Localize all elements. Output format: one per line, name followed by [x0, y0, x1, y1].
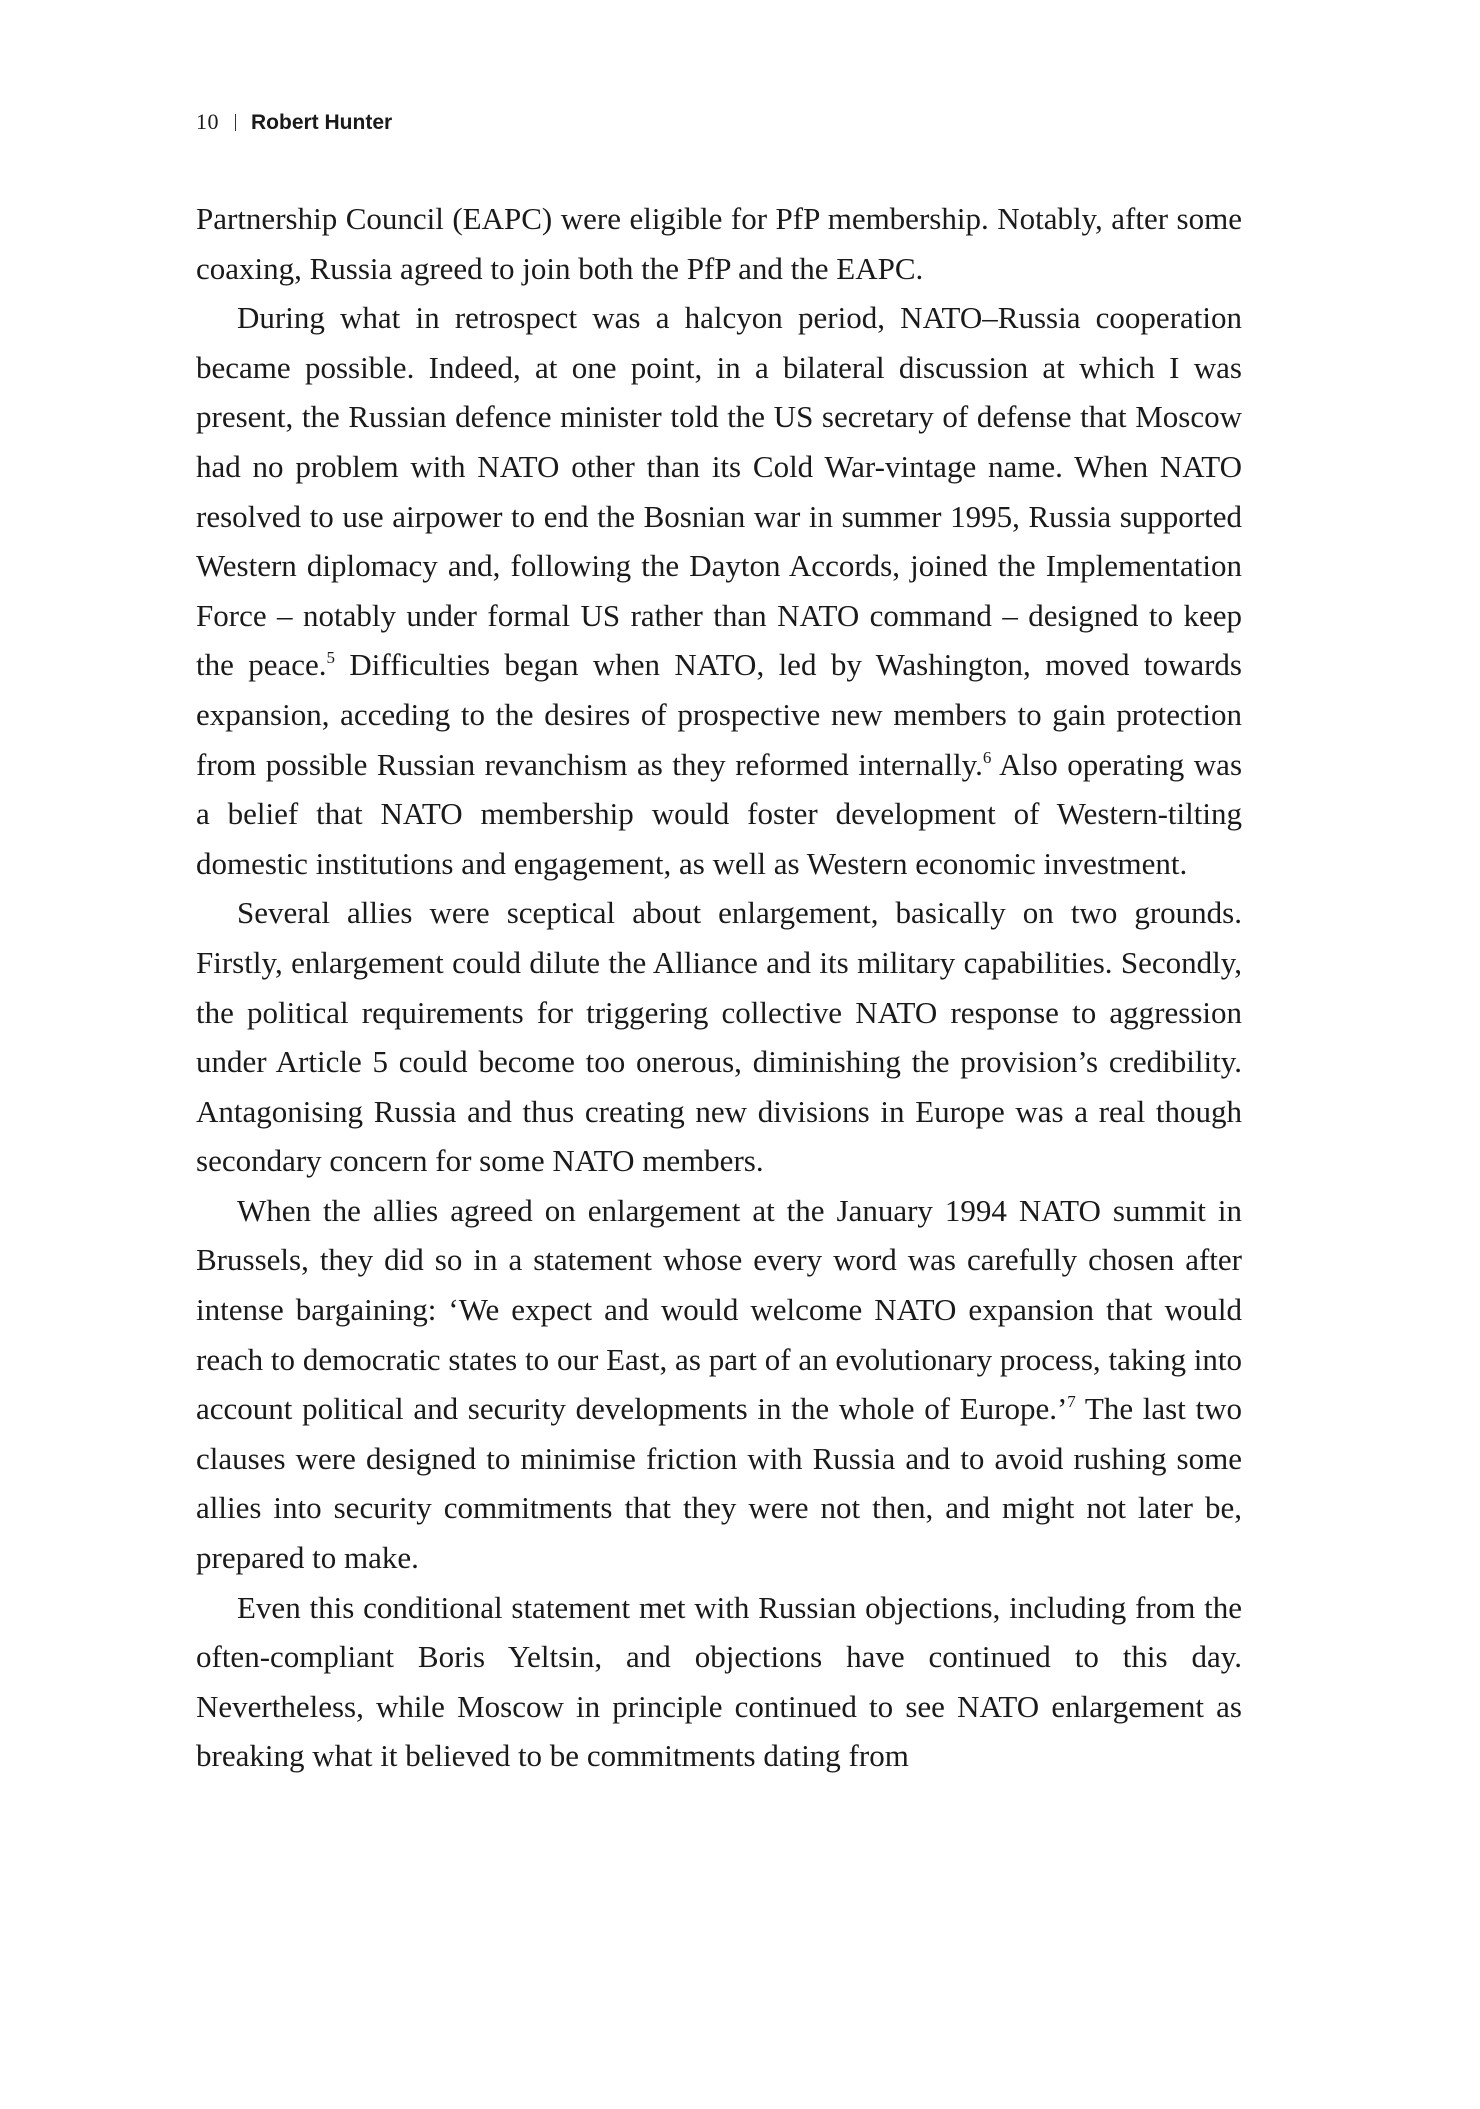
running-head: [196, 107, 392, 137]
page-number: 10: [196, 109, 219, 134]
paragraph-text: When the allies agreed on enlargement at the January 1994 NATO summit in Brussels, they did so in a statement whose every word was carefully chosen after intense bargaining: ‘We expect and would welcome NATO expansion that would reach to democratic states to our East, as part of an evolutionary process, taking into account political and security developments in the whole of Europe.’: [196, 1192, 1242, 1427]
footnote-marker: 6: [982, 747, 992, 767]
paragraph-text: Also operating was a belief that NATO membership would foster development of Western-tilting domestic institutions and engagement, as well as Western economic investment.: [196, 746, 1243, 881]
paragraph-text: The last two clauses were designed to minimise friction with Russia and to avoid rushing some allies into security commitments that they were not then, and might not later be, prepared to make.: [196, 1391, 1243, 1576]
paragraph: [196, 1186, 1242, 1583]
author-name: Robert Hunter: [251, 111, 393, 134]
footnote-marker: 7: [1067, 1392, 1076, 1412]
paragraph-text: During what in retrospect was a halcyon period, NATO–Russia cooperation became possible. Indeed, at one point, in a bilateral discussion at which I was present, the Russian defence minister told the US secretary of defense that Moscow had no problem with NATO other than its Cold War-vintage name. When NATO resolved to use airpower to end the Bosnian war in summer 1995, Russia supported Western diplomacy and, following the Dayton Accords, joined the Implementation Force – notably under formal US rather than NATO command – designed to keep the peace.: [196, 300, 1242, 683]
paragraph: [196, 293, 1242, 888]
header-separator: [235, 114, 236, 131]
footnote-marker: 5: [326, 648, 336, 668]
paragraph: Several allies were sceptical about enlargement, basically on two grounds. Firstly, enlargement could dilute the Alliance and its military capabilities. Secondly, the political requirements for triggering collective NATO response to aggression under Article 5 could become too onerous, diminishing the provision’s credibility. Antagonising Russia and thus creating new divisions in Europe was a real though secondary concern for some NATO members.: [196, 895, 1242, 1179]
paragraph-text: Difficulties began when NATO, led by Washington, moved towards expansion, acceding to the desires of prospective new members to gain protection from possible Russian revanchism as they reformed internally.: [196, 647, 1242, 782]
paragraph: Partnership Council (EAPC) were eligible for PfP membership. Notably, after some coaxing, Russia agreed to join both the PfP and the EAPC.: [196, 201, 1242, 286]
paragraph: Even this conditional statement met with Russian objections, including from the often-compliant Boris Yeltsin, and objections have continued to this day. Nevertheless, while Moscow in principle continued to see NATO enlargement as breaking what it believed to be commitments dating from: [196, 1589, 1242, 1774]
body-text: [196, 194, 1242, 1781]
